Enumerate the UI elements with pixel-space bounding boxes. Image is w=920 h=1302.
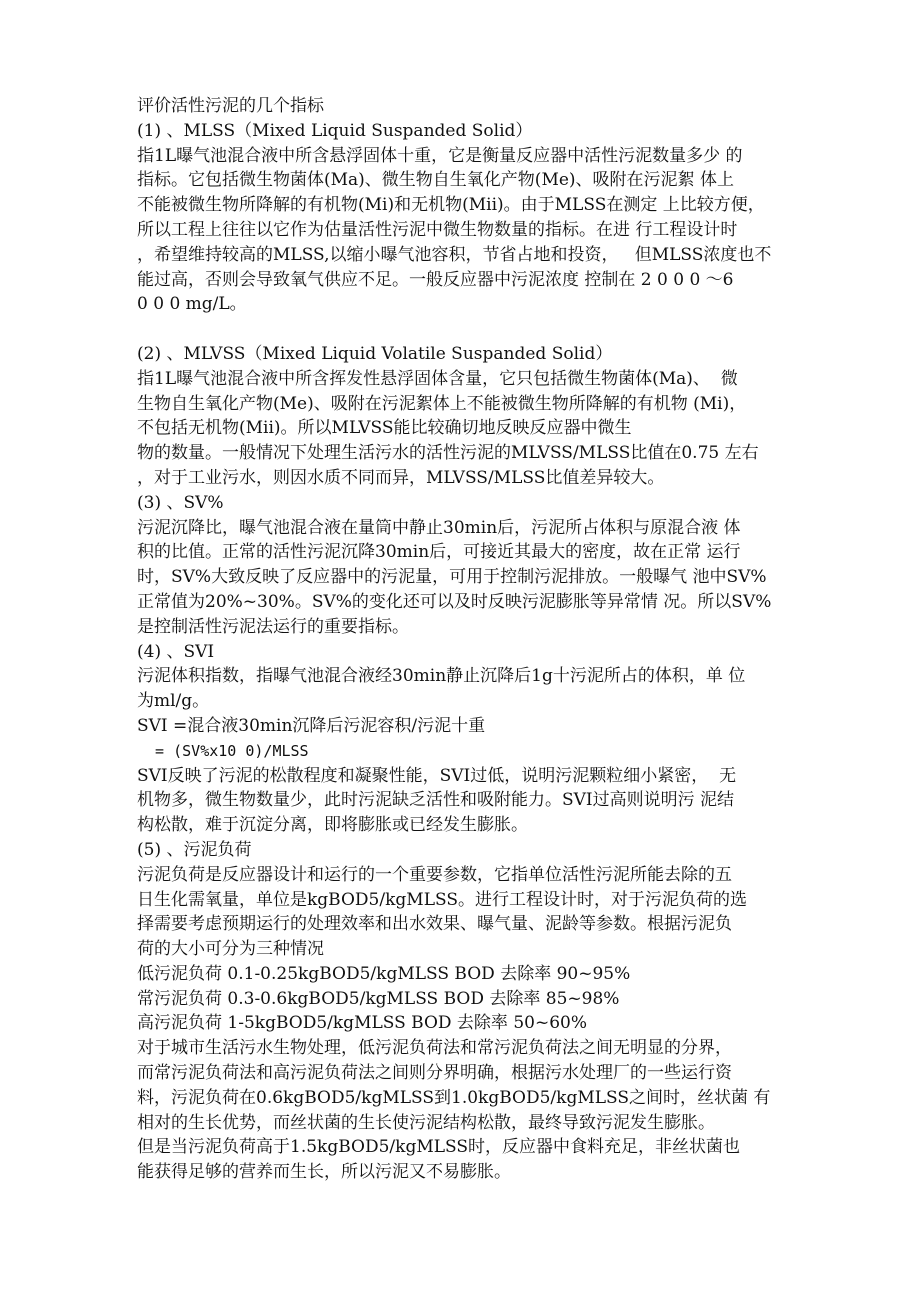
formula-line: SVI =混合液30min沉降后污泥容积/污泥十重 (137, 715, 486, 736)
paragraph-line: 是控制活性污泥法运行的重要指标。 (137, 616, 409, 637)
paragraph-line: 指1L曝气池混合液中所含挥发性悬浮固体含量，它只包括微生物菌体(Ma)、 微 (137, 368, 738, 389)
paragraph-line: 能过高，否则会导致氧气供应不足。一般反应器中污泥浓度 控制在 2 0 0 0 〜6 (137, 269, 734, 290)
paragraph-line: ，对于工业污水，则因水质不同而异，MLVSS/MLSS比值差异较大。 (137, 467, 665, 488)
paragraph-line: 时，SV%大致反映了反应器中的污泥量，可用于控制污泥排放。一般曝气 池中SV% (137, 567, 767, 588)
load-range-high: 高污泥负荷 1-5kgBOD5/kgMLSS BOD 去除率 50~60% (137, 1013, 588, 1034)
section-heading-sv: (3) 、SV% (137, 492, 224, 513)
paragraph-line: 生物自生氧化产物(Me)、吸附在污泥絮体上不能被微生物所降解的有机物 (Mi)， (137, 393, 747, 414)
section-heading-mlss: (1) 、MLSS（Mixed Liquid Suspanded Solid） (137, 120, 533, 141)
paragraph-line: 正常值为20%~30%。SV%的变化还可以及时反映污泥膨胀等异常情 况。所以SV% (137, 591, 772, 612)
paragraph-line: 所以工程上往往以它作为估量活性污泥中微生物数量的指标。在进 行工程设计时 (137, 219, 738, 240)
paragraph-line: 为ml/g。 (137, 691, 210, 712)
document-body (137, 94, 797, 1185)
paragraph-line: 指1L曝气池混合液中所含悬浮固体十重，它是衡量反应器中活性污泥数量多少 的 (137, 145, 743, 166)
section-heading-svi: (4) 、SVI (137, 641, 215, 662)
paragraph-line: ，希望维持较高的MLSS,以缩小曝气池容积，节省占地和投资， 但MLSS浓度也不 (137, 244, 772, 265)
paragraph-line: 对于城市生活污水生物处理，低污泥负荷法和常污泥负荷法之间无明显的分界， (137, 1038, 732, 1059)
paragraph-line: 指标。它包括微生物菌体(Ma)、微生物自生氧化产物(Me)、吸附在污泥絮 体上 (137, 170, 734, 191)
load-range-normal: 常污泥负荷 0.3-0.6kgBOD5/kgMLSS BOD 去除率 85~98% (137, 988, 620, 1009)
paragraph-line: 污泥负荷是反应器设计和运行的一个重要参数，它指单位活性污泥所能去除的五 (137, 864, 732, 885)
paragraph-line: 构松散，难于沉淀分离，即将膨胀或已经发生膨胀。 (137, 815, 528, 836)
paragraph-gap (137, 317, 797, 342)
formula-line: = (SV%x10 0)/MLSS (137, 741, 309, 760)
paragraph-line: 但是当污泥负荷高于1.5kgBOD5/kgMLSS时，反应器中食料充足，非丝状菌也 (137, 1137, 741, 1158)
paragraph-line: 0 0 0 mg/L。 (137, 294, 247, 315)
paragraph-line: 积的比值。正常的活性污泥沉降30min后，可接近其最大的密度，故在正常 运行 (137, 542, 741, 563)
section-heading-mlvss: (2) 、MLVSS（Mixed Liquid Volatile Suspanded Solid） (137, 343, 613, 364)
paragraph-line: 机物多，微生物数量少，此时污泥缺乏活性和吸附能力。SVI过高则说明污 泥结 (137, 790, 735, 811)
paragraph-line: 不能被微生物所降解的有机物(Mi)和无机物(Mii)。由于MLSS在测定 上比较方便， (137, 195, 765, 216)
paragraph-line: 日生化需氧量，单位是kgBOD5/kgMLSS。进行工程设计时，对于污泥负荷的选 (137, 889, 747, 910)
paragraph-line: 污泥沉降比，曝气池混合液在量筒中静止30min后，污泥所占体积与原混合液 体 (137, 517, 741, 538)
paragraph-line: SVI反映了污泥的松散程度和凝聚性能，SVI过低，说明污泥颗粒细小紧密， 无 (137, 765, 737, 786)
paragraph-line: 而常污泥负荷法和高污泥负荷法之间则分界明确，根据污水处理厂的一些运行资 (137, 1063, 732, 1084)
paragraph-line: 能获得足够的营养而生长，所以污泥又不易膨胀。 (137, 1162, 511, 1183)
paragraph-line: 择需要考虑预期运行的处理效率和出水效果、曝气量、泥龄等参数。根据污泥负 (137, 914, 732, 935)
paragraph-line: 料，污泥负荷在0.6kgBOD5/kgMLSS到1.0kgBOD5/kgMLSS之间时，丝状菌 有 (137, 1087, 771, 1108)
paragraph-line: 物的数量。一般情况下处理生活污水的活性污泥的MLVSS/MLSS比值在0.75 左右 (137, 443, 759, 464)
paragraph-line: 荷的大小可分为三种情况 (137, 939, 324, 960)
paragraph-line: 污泥体积指数，指曝气池混合液经30min静止沉降后1g十污泥所占的体积，单 位 (137, 666, 746, 687)
section-heading-sludge-load: (5) 、污泥负荷 (137, 839, 252, 860)
load-range-low: 低污泥负荷 0.1-0.25kgBOD5/kgMLSS BOD 去除率 90~95% (137, 963, 631, 984)
document-title: 评价活性污泥的几个指标 (137, 96, 324, 116)
paragraph-line: 不包括无机物(Mii)。所以MLVSS能比较确切地反映反应器中微生 (137, 418, 632, 439)
paragraph-line: 相对的生长优势，而丝状菌的生长使污泥结构松散，最终导致污泥发生膨胀。 (137, 1112, 715, 1133)
